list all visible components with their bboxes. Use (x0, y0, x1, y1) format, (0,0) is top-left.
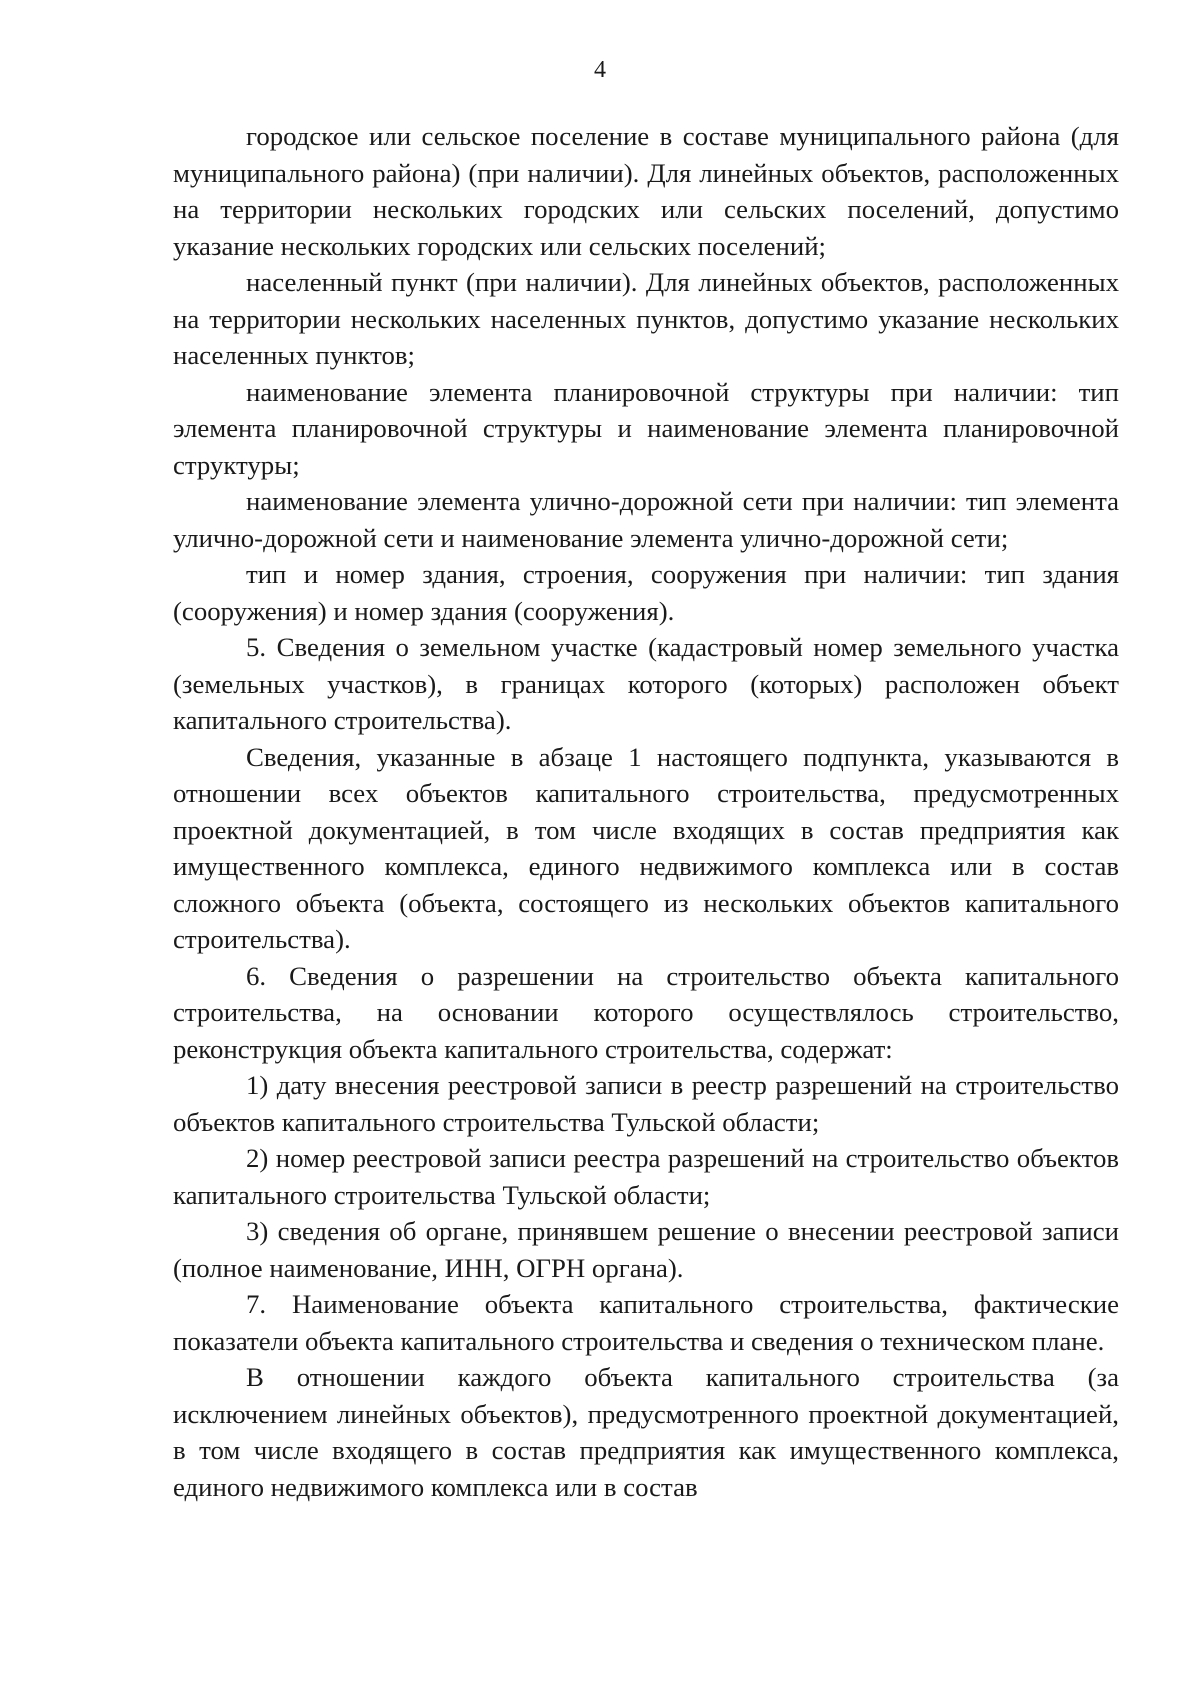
paragraph-item-5-note: Сведения, указанные в абзаце 1 настоящего подпункта, указываются в отношении всех объектов капитального строительства, предусмотренных проектной документацией, в том числе входящих в состав предприятия как имущественного комплекса, единого недвижимого комплекса или в состав сложного объекта (объекта, состоящего из нескольких объектов капитального строительства). (173, 741, 1119, 954)
paragraph-settlement: городское или сельское поселение в составе муниципального района (для муниципального района) (при наличии). Для линейных объектов, расположенных на территории нескольких городских или сельских поселений, допустимо указание нескольких городских или сельских поселений; (173, 121, 1119, 261)
paragraph-item-7-note: В отношении каждого объекта капитального строительства (за исключением линейных объектов), предусмотренного проектной документацией, в том числе входящего в состав предприятия как имущественного комплекса, единого недвижимого комплекса или в состав (173, 1362, 1119, 1502)
paragraph-item-6: 6. Сведения о разрешении на строительство объекта капитального строительства, на основании которого осуществлялось строительство, реконструкция объекта капитального строительства, содержат: (173, 960, 1119, 1064)
paragraph-building-type: тип и номер здания, строения, сооружения при наличии: тип здания (сооружения) и номер здания (сооружения). (173, 559, 1119, 626)
paragraph-planning-structure: наименование элемента планировочной структуры при наличии: тип элемента планировочной структуры и наименование элемента планировочной структуры; (173, 376, 1119, 480)
paragraph-item-6-2: 2) номер реестровой записи реестра разрешений на строительство объектов капитального строительства Тульской области; (173, 1143, 1119, 1210)
paragraph-item-6-3: 3) сведения об органе, принявшем решение о внесении реестровой записи (полное наименование, ИНН, ОГРН органа). (173, 1216, 1119, 1283)
paragraph-item-6-1: 1) дату внесения реестровой записи в реестр разрешений на строительство объектов капитального строительства Тульской области; (173, 1070, 1119, 1137)
paragraph-locality: населенный пункт (при наличии). Для линейных объектов, расположенных на территории нескольких населенных пунктов, допустимо указание нескольких населенных пунктов; (173, 267, 1119, 370)
paragraph-item-7: 7. Наименование объекта капитального строительства, фактические показатели объекта капитального строительства и сведения о техническом плане. (173, 1289, 1119, 1356)
document-body (173, 118, 1119, 1505)
paragraph-street-network: наименование элемента улично-дорожной сети при наличии: тип элемента улично-дорожной сети и наименование элемента улично-дорожной сети; (173, 486, 1119, 553)
paragraph-item-5: 5. Сведения о земельном участке (кадастровый номер земельного участка (земельных участков), в границах которого (которых) расположен объект капитального строительства). (173, 632, 1119, 735)
page-number: 4 (594, 57, 606, 83)
